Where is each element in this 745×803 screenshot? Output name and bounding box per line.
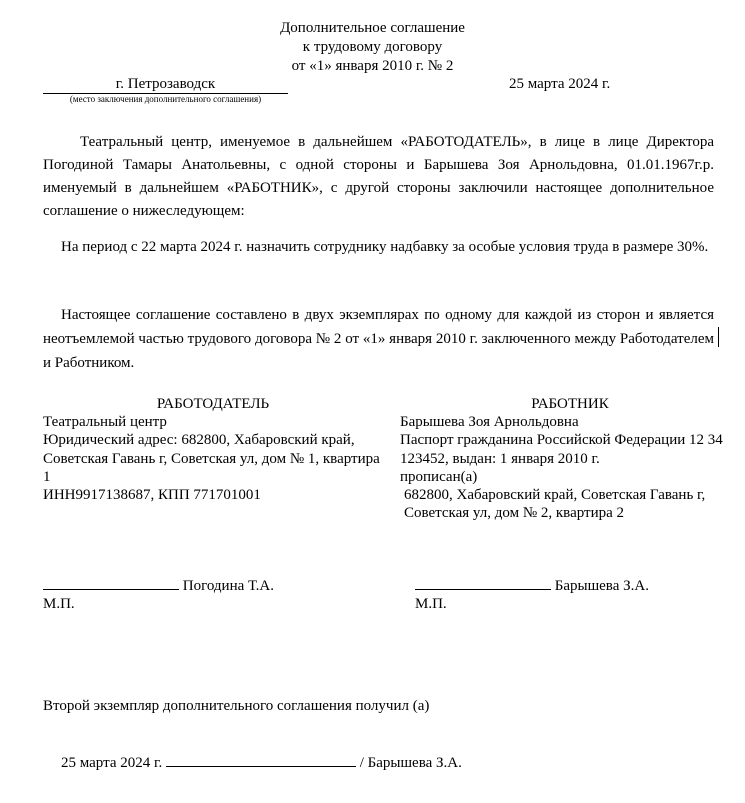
employer-heading: РАБОТОДАТЕЛЬ bbox=[156, 396, 270, 412]
preamble-text: Театральный центр, именуемое в дальнейшем «РАБОТОДАТЕЛЬ», в лице в лице Директора Погодиной Тамары Анатольевны, с одной стороны и Барышева Зоя Арнольдовна, 01.01.1967г.р. именуемый в дальнейшем «РАБОТНИК», с другой стороны заключили настоящее дополнительное соглашение о нижеследующем: bbox=[43, 134, 714, 219]
allowance-paragraph: На период с 22 марта 2024 г. назначить сотруднику надбавку за особые условия труда в размере 30%. bbox=[61, 239, 709, 255]
employer-signatory: Погодина Т.А. bbox=[182, 578, 275, 594]
document-date: 25 марта 2024 г. bbox=[509, 76, 611, 92]
employer-name: Театральный центр bbox=[43, 414, 167, 430]
employee-name: Барышева Зоя Арнольдовна bbox=[400, 414, 579, 430]
employer-signature-row bbox=[43, 575, 274, 595]
employee-signatory: Барышева З.А. bbox=[554, 578, 649, 594]
title-line-3: от «1» января 2010 г. № 2 bbox=[291, 58, 454, 74]
city-field: г. Петрозаводск bbox=[43, 76, 288, 94]
employee-signature-row bbox=[415, 575, 649, 595]
document-title bbox=[0, 19, 745, 76]
employer-details bbox=[43, 413, 388, 504]
title-line-2: к трудовому договору bbox=[302, 39, 443, 55]
text-cursor-mark bbox=[718, 327, 719, 347]
employee-signature-line bbox=[415, 575, 551, 590]
employer-tax-ids: ИНН9917138687, КПП 771701001 bbox=[43, 487, 261, 504]
city-caption: (место заключения дополнительного соглашения) bbox=[69, 94, 262, 104]
employee-address: 682800, Хабаровский край, Советская Гавань г, Советская ул, дом № 2, квартира 2 bbox=[404, 487, 706, 522]
receipt-signatory: Барышева З.А. bbox=[367, 755, 462, 771]
employer-signature-line bbox=[43, 575, 179, 590]
employee-heading: РАБОТНИК bbox=[531, 396, 609, 412]
receipt-signature-row bbox=[61, 752, 462, 772]
receipt-date: 25 марта 2024 г. bbox=[61, 755, 163, 771]
employee-details bbox=[400, 413, 735, 523]
copies-paragraph bbox=[43, 303, 714, 375]
employee-passport: Паспорт гражданина Российской Федерации 12 34 123452, выдан: 1 января 2010 г. bbox=[400, 432, 723, 467]
copies-text: Настоящее соглашение составлено в двух экземплярах по одному для каждой из сторон и является неотъемлемой частью трудового договора № 2 от «1» января 2010 г. заключенного между Работодателем и Работником. bbox=[43, 307, 714, 371]
receipt-separator: / bbox=[359, 755, 364, 771]
copy-received-statement: Второй экземпляр дополнительного соглашения получил (а) bbox=[43, 698, 430, 714]
employee-stamp-place: М.П. bbox=[415, 596, 447, 612]
employee-registered-label: прописан(а) bbox=[400, 468, 478, 485]
receipt-signature-line bbox=[166, 752, 356, 767]
title-line-1: Дополнительное соглашение bbox=[280, 20, 465, 36]
employer-stamp-place: М.П. bbox=[43, 596, 75, 612]
employer-address: Юридический адрес: 682800, Хабаровский край, Советская Гавань г, Советская ул, дом № 1, квартира 1 bbox=[43, 432, 380, 485]
preamble-paragraph bbox=[43, 131, 714, 223]
